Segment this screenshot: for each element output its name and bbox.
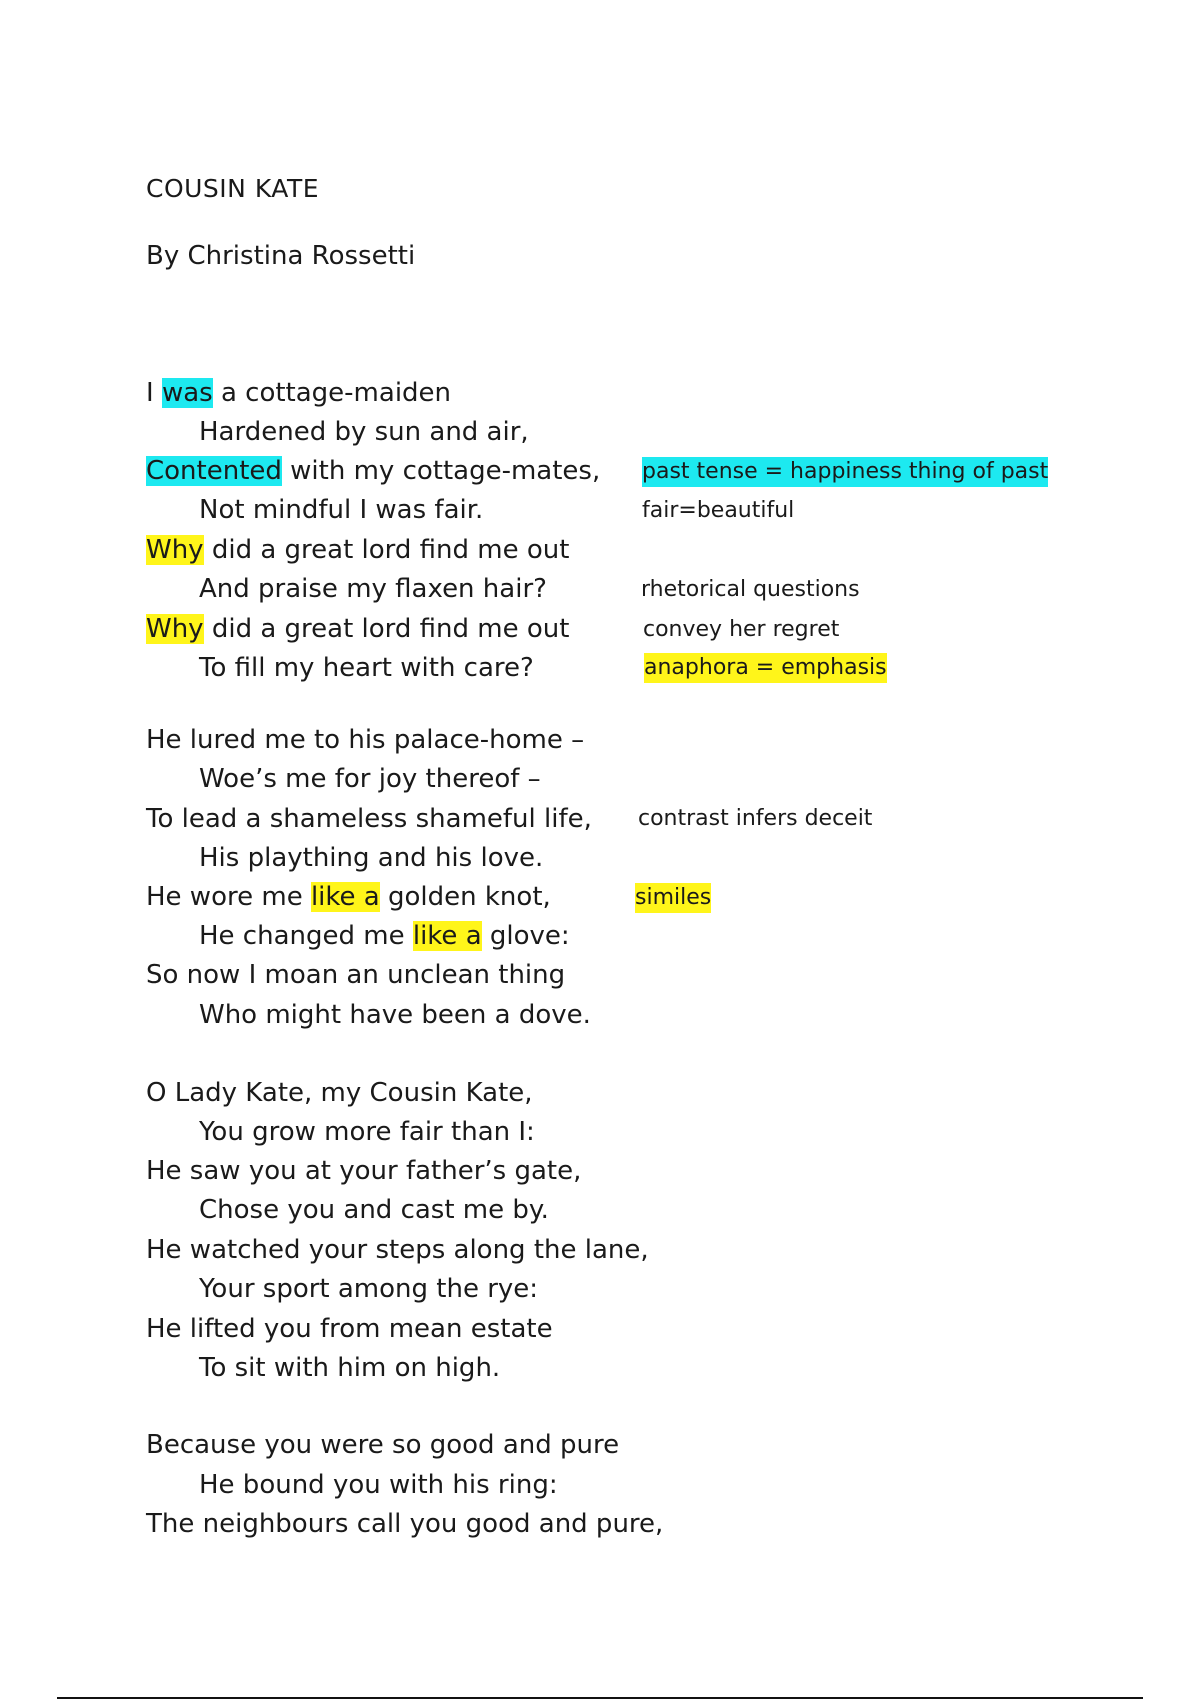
poem-line: You grow more fair than I: [199,1117,535,1147]
poem-title: COUSIN KATE [146,174,320,203]
poem-line [146,376,451,410]
poem-line: His plaything and his love. [199,843,544,873]
highlight-yellow: like a [310,882,380,912]
line-text: glove: [481,921,570,951]
line-text: I [146,378,162,408]
poem-line: He lured me to his palace-home – [146,725,585,755]
poem-line: Not mindful I was fair. [199,495,484,525]
poem-line: He bound you with his ring: [199,1470,558,1500]
poem-line: To fill my heart with care? [199,653,534,683]
poem-line: Woe’s me for joy thereof – [199,764,541,794]
poem-line [199,919,570,953]
poem-line [146,880,551,914]
poem-line: Because you were so good and pure [146,1430,620,1460]
poem-line: O Lady Kate, my Cousin Kate, [146,1078,533,1108]
line-text: did a great lord find me out [203,614,570,644]
poem-line: The neighbours call you good and pure, [146,1509,664,1539]
line-text: golden knot, [379,882,551,912]
line-text: He changed me [199,921,413,951]
annotation-rhetorical: rhetorical questions [641,577,860,602]
annotation-regret: convey her regret [643,617,840,642]
highlight-yellow: like a [412,921,482,951]
annotation-similes: similes [635,883,711,913]
poem-line: He lifted you from mean estate [146,1314,553,1344]
highlight-yellow: Why [146,614,204,644]
line-text: with my cottage-mates, [281,456,601,486]
highlight-yellow: Why [146,535,204,565]
poem-line: And praise my flaxen hair? [199,574,547,604]
highlight-cyan: Contented [146,456,282,486]
poem-line: So now I moan an unclean thing [146,960,566,990]
line-text: a cottage-maiden [212,378,452,408]
annotation-contrast: contrast infers deceit [638,806,873,831]
line-text: He wore me [146,882,311,912]
poem-line: Who might have been a dove. [199,1000,591,1030]
page-bottom-rule [57,1697,1143,1699]
line-text: did a great lord find me out [203,535,570,565]
poem-line [146,533,569,567]
poem-author: By Christina Rossetti [146,241,416,271]
poem-line [146,454,600,488]
poem-line: Your sport among the rye: [199,1274,539,1304]
annotation-anaphora: anaphora = emphasis [644,653,887,683]
poem-line: To lead a shameless shameful life, [146,804,592,834]
highlight-cyan: was [161,378,213,408]
poem-line: He saw you at your father’s gate, [146,1156,582,1186]
poem-line: Hardened by sun and air, [199,417,529,447]
annotation-past-tense: past tense = happiness thing of past [642,457,1048,487]
poem-line: Chose you and cast me by. [199,1195,549,1225]
poem-line: To sit with him on high. [199,1353,501,1383]
poem-line: He watched your steps along the lane, [146,1235,649,1265]
poem-line [146,612,569,646]
annotation-fair: fair=beautiful [642,498,795,523]
